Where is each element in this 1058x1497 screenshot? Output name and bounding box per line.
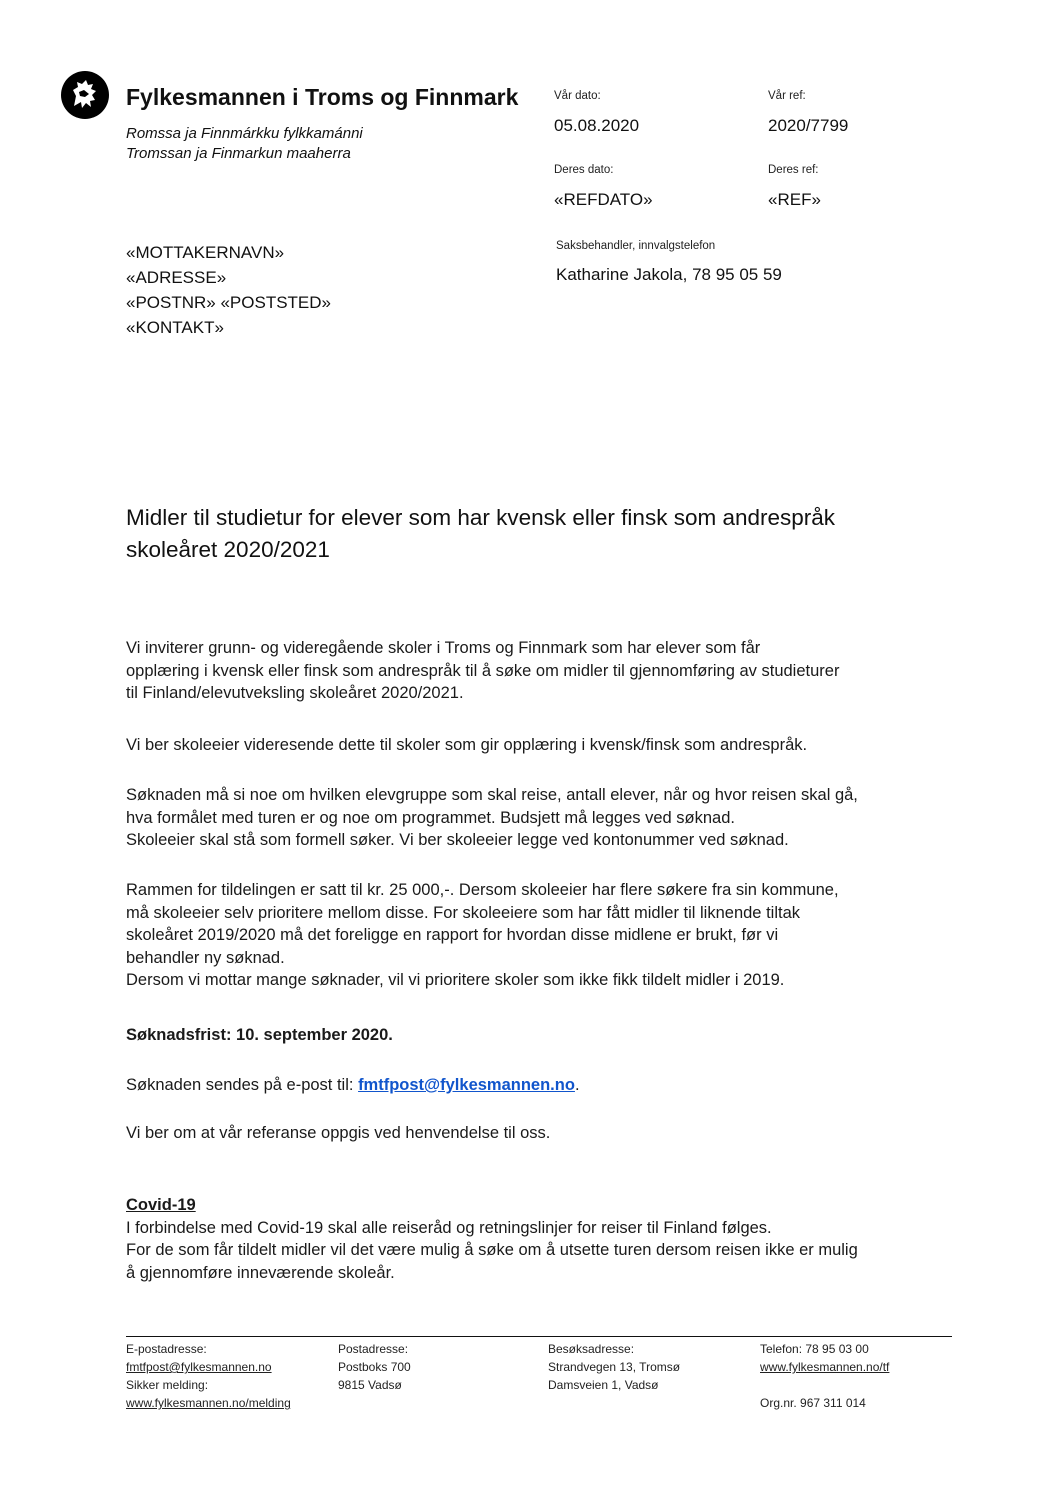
application-deadline: Søknadsfrist: 10. september 2020. <box>126 1026 393 1044</box>
recipient-name: «MOTTAKERNAVN» <box>126 243 285 262</box>
footer-spacer <box>760 1376 889 1394</box>
covid-heading: Covid-19 <box>126 1196 196 1214</box>
footer-website-link[interactable]: www.fylkesmannen.no/tf <box>760 1360 890 1374</box>
paragraph-line: behandler ny søknad. <box>126 948 285 967</box>
your-ref-label: Deres ref: <box>768 164 819 176</box>
footer-email-column <box>126 1340 291 1412</box>
footer-org-number: Org.nr. 967 311 014 <box>760 1396 866 1410</box>
paragraph-application <box>126 784 966 852</box>
recipient-address <box>126 240 331 340</box>
crest-logo-icon <box>60 70 110 120</box>
paragraph-send <box>126 1074 966 1097</box>
org-name: Fylkesmannen i Troms og Finnmark <box>126 84 519 110</box>
paragraph-reference: Vi ber om at vår referanse oppgis ved henvendelse til oss. <box>126 1124 551 1142</box>
email-link[interactable]: fmtfpost@fylkesmannen.no <box>358 1076 575 1094</box>
your-ref-value: «REF» <box>768 190 821 209</box>
recipient-street: «ADRESSE» <box>126 268 227 287</box>
footer-value: Postboks 700 <box>338 1360 411 1374</box>
footer-postal-column <box>338 1340 411 1394</box>
footer-label: Besøksadresse: <box>548 1342 635 1356</box>
paragraph-line: Søknaden må si noe om hvilken elevgruppe som skal reise, antall elever, når og hvor reisen skal gå, <box>126 786 858 804</box>
paragraph-line: For de som får tildelt midler vil det være mulig å søke om å utsette turen dersom reisen ikke er mulig <box>126 1241 858 1259</box>
footer-secure-message-link[interactable]: www.fylkesmannen.no/melding <box>126 1396 291 1410</box>
footer-label: E-postadresse: <box>126 1342 207 1356</box>
paragraph-line: til Finland/elevutveksling skoleåret 2020/2021. <box>126 684 464 702</box>
recipient-postal: «POSTNR» «POSTSTED» <box>126 293 332 312</box>
footer-email-link[interactable]: fmtfpost@fylkesmannen.no <box>126 1360 272 1374</box>
case-officer-label: Saksbehandler, innvalgstelefon <box>556 240 716 252</box>
covid-section <box>126 1194 966 1284</box>
footer-visit-column <box>548 1340 680 1394</box>
footer-phone: Telefon: 78 95 03 00 <box>760 1342 869 1356</box>
case-officer-value: Katharine Jakola, 78 95 05 59 <box>556 265 782 284</box>
our-ref-label: Vår ref: <box>768 90 806 102</box>
org-subtitle <box>126 124 363 164</box>
paragraph-line: Vi inviterer grunn- og videregående skoler i Troms og Finnmark som har elever som får <box>126 639 761 657</box>
paragraph-line: Vi ber skoleeier videresende dette til skoler som gir opplæring i kvensk/finsk som andrespråk. <box>126 736 808 754</box>
paragraph-line: må skoleeier selv prioritere mellom disse. For skoleeiere som har fått midler til liknende tiltak <box>126 903 800 922</box>
your-date-value: «REFDATO» <box>554 190 653 209</box>
footer-divider <box>126 1336 952 1337</box>
footer-value: Damsveien 1, Vadsø <box>548 1378 659 1392</box>
footer-label: Postadresse: <box>338 1342 409 1356</box>
your-date-label: Deres dato: <box>554 164 614 176</box>
footer-contact-column <box>760 1340 889 1412</box>
letter-title-line: skoleåret 2020/2021 <box>126 537 330 562</box>
send-suffix: . <box>574 1076 580 1094</box>
paragraph-line: å gjennomføre inneværende skoleår. <box>126 1263 395 1282</box>
our-date-label: Vår dato: <box>554 90 601 102</box>
paragraph-line: hva formålet med turen er og noe om programmet. Budsjett må legges ved søknad. <box>126 808 735 827</box>
footer-label: Sikker melding: <box>126 1378 209 1392</box>
recipient-contact: «KONTAKT» <box>126 318 224 337</box>
footer-value: Strandvegen 13, Tromsø <box>548 1360 681 1374</box>
org-subtitle-line: Romssa ja Finnmárkku fylkkamánni <box>126 125 363 142</box>
paragraph-line: opplæring i kvensk eller finsk som andrespråk til å søke om midler til gjennomføring av studieturer <box>126 661 840 680</box>
send-prefix: Søknaden sendes på e-post til: <box>126 1076 359 1094</box>
our-date-value: 05.08.2020 <box>554 116 640 135</box>
our-ref-value: 2020/7799 <box>768 116 849 135</box>
letter-title-line: Midler til studietur for elever som har kvensk eller finsk som andrespråk <box>126 505 836 530</box>
paragraph-forward <box>126 734 966 757</box>
letter-title <box>126 502 956 566</box>
paragraph-budget <box>126 879 966 992</box>
paragraph-line: Dersom vi mottar mange søknader, vil vi prioritere skoler som ikke fikk tildelt midler i 2019. <box>126 971 785 989</box>
paragraph-line: skoleåret 2019/2020 må det foreligge en rapport for hvordan disse midlene er brukt, før vi <box>126 926 779 944</box>
paragraph-line: I forbindelse med Covid-19 skal alle reiseråd og retningslinjer for reiser til Finland følges. <box>126 1218 772 1237</box>
paragraph-invitation <box>126 637 966 705</box>
paragraph-line: Skoleeier skal stå som formell søker. Vi ber skoleeier legge ved kontonummer ved søknad. <box>126 831 789 849</box>
org-subtitle-line: Tromssan ja Finmarkun maaherra <box>126 145 351 162</box>
paragraph-line: Rammen for tildelingen er satt til kr. 25 000,-. Dersom skoleeier har flere søkere fra sin kommune, <box>126 881 839 899</box>
footer-value: 9815 Vadsø <box>338 1378 402 1392</box>
